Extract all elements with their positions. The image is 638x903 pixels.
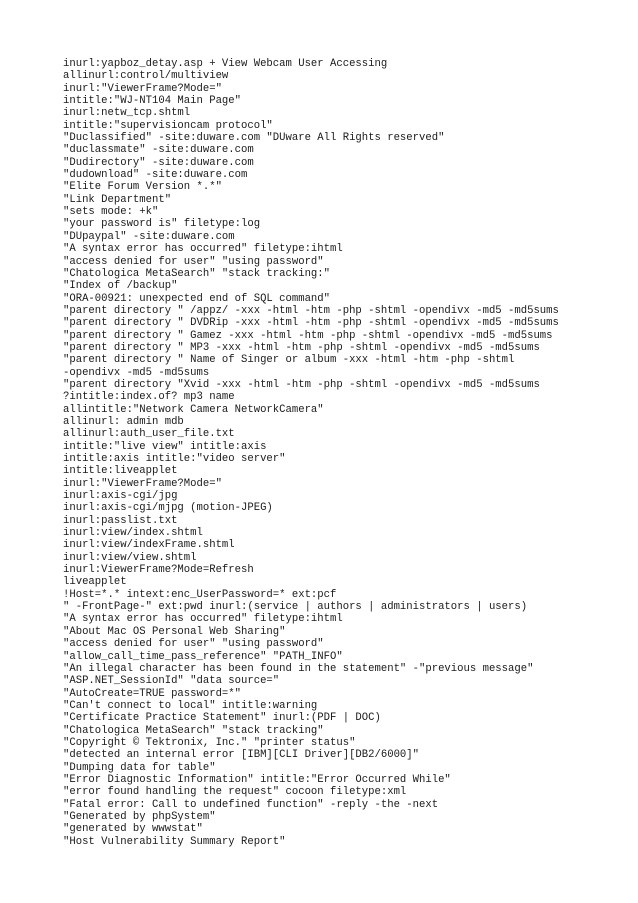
query-line: "A syntax error has occurred" filetype:ihtml [63, 243, 343, 256]
query-line: "Duclassified" -site:duware.com "DUware All Rights reserved" [63, 132, 445, 145]
query-line: "parent directory " /appz/ -xxx -html -htm -php -shtml -opendivx -md5 -md5sums [63, 304, 559, 317]
query-line: -opendivx -md5 -md5sums [63, 366, 210, 379]
query-line: allintitle:"Network Camera NetworkCamera" [63, 403, 324, 416]
query-line: "Elite Forum Version *.*" [63, 181, 222, 194]
query-line: inurl:view/index.shtml [63, 527, 203, 540]
query-line: allinurl: admin mdb [63, 415, 184, 428]
query-line: "your password is" filetype:log [63, 218, 261, 231]
query-line: "duclassmate" -site:duware.com [63, 144, 254, 157]
query-line: intitle:axis intitle:"video server" [63, 453, 286, 465]
query-line: intitle:"live view" intitle:axis [63, 440, 267, 453]
query-line: "ASP.NET_SessionId" "data source=" [63, 675, 280, 688]
query-line: "generated by wwwstat" [63, 823, 203, 836]
query-line: "AutoCreate=TRUE password=*" [63, 687, 242, 700]
query-line: "An illegal character has been found in the statement" -"previous message" [63, 662, 534, 675]
query-line: "Dumping data for table" [63, 761, 216, 774]
query-line: "sets mode: +k" [63, 206, 159, 219]
query-line: "allow_call_time_pass_reference" "PATH_INFO" [63, 650, 343, 663]
query-line: inurl:yapboz_detay.asp + View Webcam User Accessing [63, 58, 388, 70]
query-line: "DUpaypal" -site:duware.com [63, 230, 235, 243]
query-line: "error found handling the request" cocoon filetype:xml [63, 786, 407, 799]
query-line: liveapplet [63, 576, 127, 589]
query-line: inurl:netw_tcp.shtml [63, 107, 191, 120]
query-line: inurl:"ViewerFrame?Mode=" [63, 82, 222, 95]
query-line: intitle:liveapplet [63, 465, 178, 478]
query-line: inurl:passlist.txt [63, 514, 178, 527]
query-line: "ORA-00921: unexpected end of SQL command" [63, 292, 331, 305]
query-line: inurl:"ViewerFrame?Mode=" [63, 477, 222, 490]
query-line: ?intitle:index.of? mp3 name [63, 391, 235, 404]
query-line: "parent directory " DVDRip -xxx -html -htm -php -shtml -opendivx -md5 -md5sums [63, 317, 559, 330]
query-line: intitle:"WJ-NT104 Main Page" [63, 95, 242, 108]
query-line: inurl:ViewerFrame?Mode=Refresh [63, 564, 254, 577]
query-line: allinurl:control/multiview [63, 70, 229, 83]
query-line: "Copyright © Tektronix, Inc." "printer status" [63, 736, 356, 749]
query-line: intitle:"supervisioncam protocol" [63, 119, 273, 132]
query-line: inurl:view/indexFrame.shtml [63, 539, 235, 552]
query-line: "About Mac OS Personal Web Sharing" [63, 625, 286, 638]
query-line: "parent directory "Xvid -xxx -html -htm -php -shtml -opendivx -md5 -md5sums [63, 378, 540, 391]
query-line: allinurl:auth_user_file.txt [63, 428, 235, 441]
query-line: inurl:view/view.shtml [63, 551, 197, 564]
query-line: "Host Vulnerability Summary Report" [63, 835, 286, 848]
query-line: "access denied for user" "using password" [63, 255, 324, 268]
query-line: "Generated by phpSystem" [63, 810, 216, 823]
query-line: "Index of /backup" [63, 280, 178, 293]
query-line: inurl:axis-cgi/mjpg (motion-JPEG) [63, 502, 273, 515]
query-line: inurl:axis-cgi/jpg [63, 490, 178, 503]
query-list [63, 58, 623, 848]
query-line: " -FrontPage-" ext:pwd inurl:(service | authors | administrators | users) [63, 601, 528, 614]
query-line: "parent directory " MP3 -xxx -html -htm -php -shtml -opendivx -md5 -md5sums [63, 341, 540, 354]
query-line: "parent directory " Gamez -xxx -html -htm -php -shtml -opendivx -md5 -md5sums [63, 329, 553, 342]
query-line: "Dudirectory" -site:duware.com [63, 156, 254, 169]
query-line: "detected an internal error [IBM][CLI Driver][DB2/6000]" [63, 749, 420, 762]
query-line: "Certificate Practice Statement" inurl:(PDF | DOC) [63, 712, 381, 725]
query-line: "Fatal error: Call to undefined function" -reply -the -next [63, 798, 439, 811]
query-line: "Can't connect to local" intitle:warning [63, 699, 318, 712]
query-line: "access denied for user" "using password" [63, 638, 324, 651]
query-line: "Chatologica MetaSearch" "stack tracking:" [63, 267, 331, 280]
query-line: "Link Department" [63, 193, 172, 206]
query-line: "Chatologica MetaSearch" "stack tracking" [63, 724, 324, 737]
query-line: "A syntax error has occurred" filetype:ihtml [63, 613, 343, 626]
query-line: "parent directory " Name of Singer or album -xxx -html -htm -php -shtml [63, 354, 515, 367]
query-line: "Error Diagnostic Information" intitle:"Error Occurred While" [63, 773, 451, 786]
query-line: "dudownload" -site:duware.com [63, 169, 248, 182]
query-line: !Host=*.* intext:enc_UserPassword=* ext:pcf [63, 588, 337, 601]
